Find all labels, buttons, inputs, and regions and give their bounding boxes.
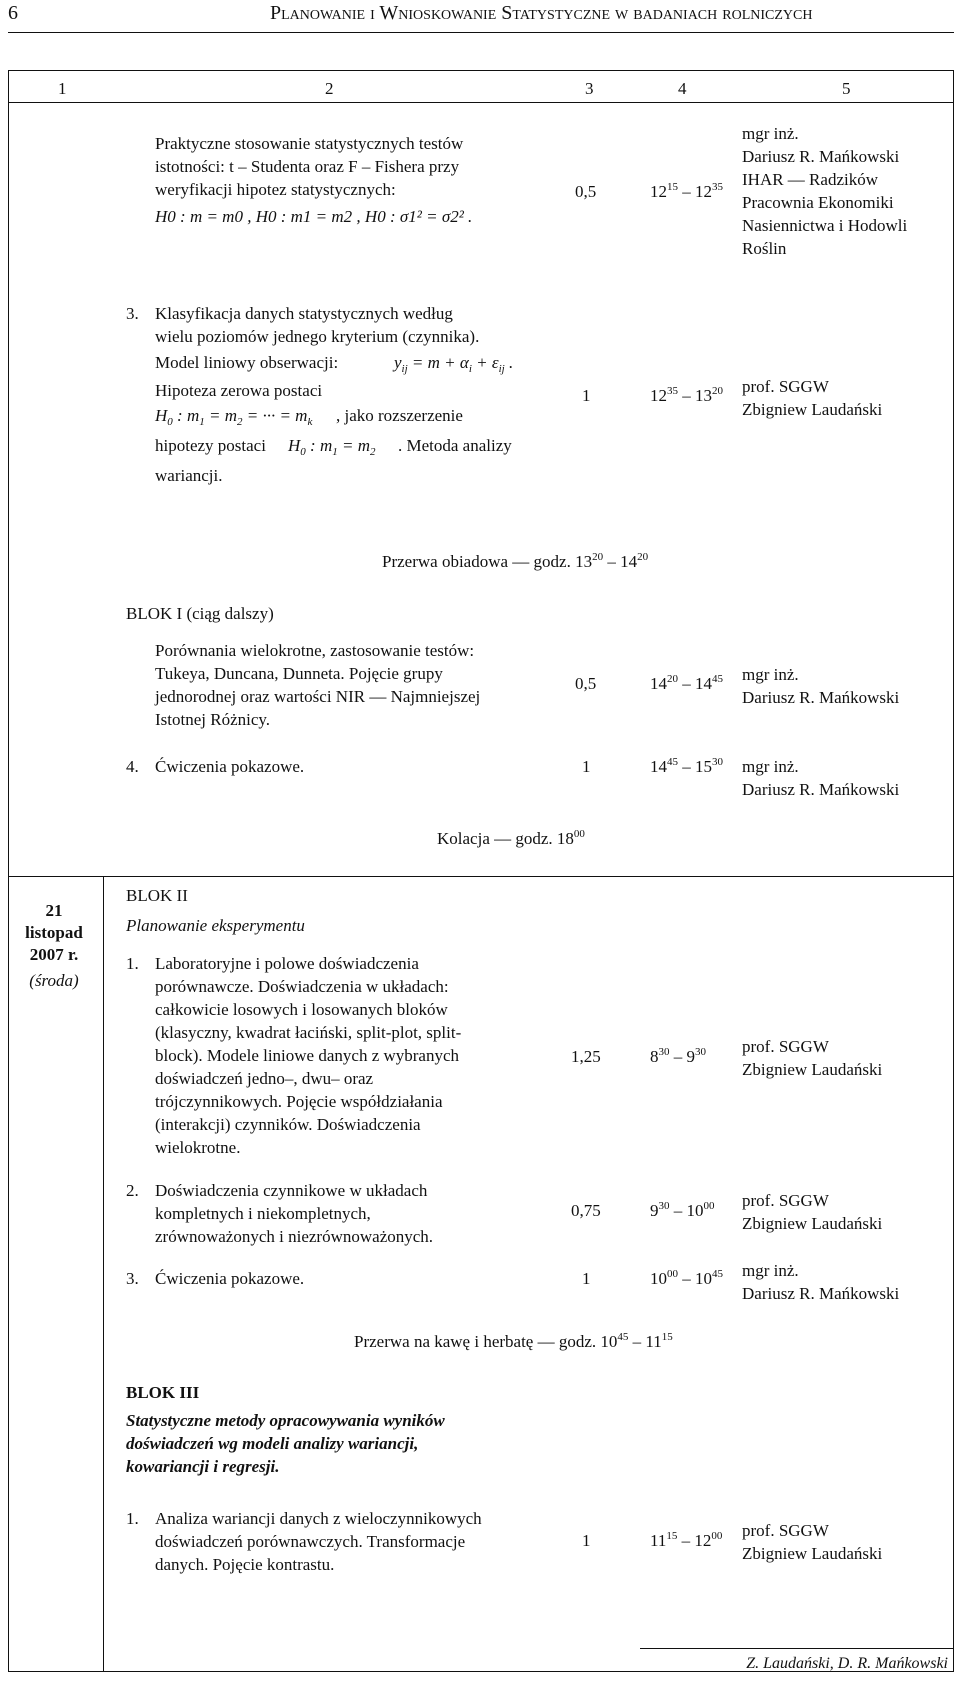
topic-line: Praktyczne stosowanie statystycznych testów bbox=[155, 134, 464, 153]
header-rule bbox=[8, 32, 954, 33]
blok-2-subtitle: Planowanie eksperymentu bbox=[126, 916, 305, 935]
time-range: $14^{45} - 15^{30}$ bbox=[650, 756, 723, 776]
hours-value: 1 bbox=[582, 1531, 591, 1550]
topic-line: kompletnych i niekompletnych, bbox=[155, 1204, 371, 1223]
hours-value: 1 bbox=[582, 757, 591, 776]
day-cell bbox=[10, 900, 98, 992]
topic-line: zrównoważonych i niezrównoważonych. bbox=[155, 1227, 434, 1246]
lecturer-line: prof. SGGW bbox=[742, 1521, 829, 1540]
hours-value: 1 bbox=[582, 386, 591, 405]
item-number: 3. bbox=[126, 304, 139, 323]
lecturer-line: prof. SGGW bbox=[742, 1191, 829, 1210]
linear-model-formula: $y_{ij} = m + \alpha_i + \varepsilon_{ij}$ . bbox=[394, 353, 514, 375]
topic-line: Porównania wielokrotne, zastosowanie testów: bbox=[155, 641, 475, 660]
topic-line: doświadczeń porównawczych. Transformacje bbox=[155, 1532, 466, 1551]
topic-line: całkowicie losowych i losowanych bloków bbox=[155, 1000, 448, 1019]
day-column-divider bbox=[103, 876, 104, 1671]
topic-line: (interakcji) czynników. Doświadczenia bbox=[155, 1115, 421, 1134]
page-title: Planowanie i Wnioskowanie Statystyczne w badaniach rolniczych bbox=[270, 2, 813, 24]
time-range: $11^{15} - 12^{00}$ bbox=[650, 1530, 723, 1550]
lecturer-line: prof. SGGW bbox=[742, 377, 829, 396]
lecturer-line: Zbigniew Laudański bbox=[742, 1214, 883, 1233]
lecturer-line: Zbigniew Laudański bbox=[742, 400, 883, 419]
time-range: $12^{35} - 13^{20}$ bbox=[650, 385, 723, 405]
blok-3-subtitle-line: kowariancji i regresji. bbox=[126, 1457, 280, 1476]
day-year: 2007 r. bbox=[29, 945, 79, 964]
column-number-5: 5 bbox=[842, 79, 851, 98]
time-range: $12^{15} - 12^{35}$ bbox=[650, 181, 723, 201]
page-number: 6 bbox=[8, 2, 18, 24]
blok-1-title: BLOK I (ciąg dalszy) bbox=[126, 604, 274, 623]
topic-line: jednorodnej oraz wartości NIR — Najmniejszej bbox=[155, 687, 481, 706]
topic-line: Laboratoryjne i polowe doświadczenia bbox=[155, 954, 419, 973]
column-number-4: 4 bbox=[678, 79, 687, 98]
topic-line: Analiza wariancji danych z wieloczynnikowych bbox=[155, 1509, 482, 1528]
lecturer-line: prof. SGGW bbox=[742, 1037, 829, 1056]
topic-line: wariancji. bbox=[155, 466, 223, 485]
column-number-rule bbox=[8, 102, 954, 103]
topic-line: Model liniowy obserwacji: bbox=[155, 353, 339, 372]
null-hypothesis-formula: $H_0$ : $m_1 = m_2$ = ··· = $m_k$ bbox=[155, 406, 313, 428]
topic-line: Ćwiczenia pokazowe. bbox=[155, 757, 305, 776]
hours-value: 0,5 bbox=[575, 182, 597, 201]
topic-line: hipotezy postaci bbox=[155, 436, 266, 455]
topic-line: porównawcze. Doświadczenia w układach: bbox=[155, 977, 449, 996]
topic-line: wielokrotne. bbox=[155, 1138, 241, 1157]
column-number-1: 1 bbox=[58, 79, 67, 98]
item-number: 3. bbox=[126, 1269, 139, 1288]
lecturer-line: Dariusz R. Mańkowski bbox=[742, 147, 900, 166]
day-month: listopad bbox=[25, 923, 83, 942]
topic-line: wielu poziomów jednego kryterium (czynnika). bbox=[155, 327, 480, 346]
simple-hypothesis-formula: $H_0$ : $m_1 = m_2$ bbox=[288, 436, 376, 458]
lecturer-line: Roślin bbox=[742, 239, 787, 258]
topic-line: weryfikacji hipotez statystycznych: bbox=[155, 180, 396, 199]
page-footer: Z. Laudański, D. R. Mańkowski bbox=[746, 1655, 948, 1672]
hours-value: 0,5 bbox=[575, 674, 597, 693]
item-number: 4. bbox=[126, 757, 139, 776]
hours-value: 1 bbox=[582, 1269, 591, 1288]
coffee-break: Przerwa na kawę i herbatę — godz. $10^{45} - 11^{15}$ bbox=[354, 1331, 673, 1351]
topic-line: trójczynnikowych. Pojęcie współdziałania bbox=[155, 1092, 443, 1111]
hours-value: 1,25 bbox=[571, 1047, 601, 1066]
day-number: 21 bbox=[45, 901, 63, 920]
item-number: 2. bbox=[126, 1181, 139, 1200]
time-range: $14^{20} - 14^{45}$ bbox=[650, 673, 723, 693]
topic-line: Ćwiczenia pokazowe. bbox=[155, 1269, 305, 1288]
day-weekday: (środa) bbox=[29, 971, 79, 990]
hypotheses-formula: H0 : m = m0 , H0 : m1 = m2 , H0 : σ1² = σ2² . bbox=[155, 207, 473, 226]
time-range: $9^{30} - 10^{00}$ bbox=[650, 1200, 715, 1220]
blok-3-subtitle-line: doświadczeń wg modeli analizy wariancji, bbox=[126, 1434, 419, 1453]
topic-line: Tukeya, Duncana, Dunneta. Pojęcie grupy bbox=[155, 664, 443, 683]
dinner-break: Kolacja — godz. $18^{00}$ bbox=[437, 828, 585, 848]
topic-line: block). Modele liniowe danych z wybranych bbox=[155, 1046, 460, 1065]
topic-line: . Metoda analizy bbox=[398, 436, 512, 455]
item-number: 1. bbox=[126, 1509, 139, 1528]
lecturer-line: Zbigniew Laudański bbox=[742, 1060, 883, 1079]
blok-3-subtitle-line: Statystyczne metody opracowywania wyników bbox=[126, 1411, 445, 1430]
topic-line: Istotnej Różnicy. bbox=[155, 710, 271, 729]
column-number-2: 2 bbox=[325, 79, 334, 98]
lecturer-line: mgr inż. bbox=[742, 757, 799, 776]
topic-line: istotności: t – Studenta oraz F – Fishera przy bbox=[155, 157, 460, 176]
lecturer-line: mgr inż. bbox=[742, 1261, 799, 1280]
time-range: $10^{00} - 10^{45}$ bbox=[650, 1268, 723, 1288]
lecturer-line: mgr inż. bbox=[742, 665, 799, 684]
column-number-3: 3 bbox=[585, 79, 594, 98]
topic-line: doświadczeń jedno–, dwu– oraz bbox=[155, 1069, 374, 1088]
topic-line: (klasyczny, kwadrat łaciński, split-plot, split- bbox=[155, 1023, 462, 1042]
topic-line: Hipoteza zerowa postaci bbox=[155, 381, 323, 400]
blok-3-title: BLOK III bbox=[126, 1383, 200, 1402]
lecturer-line: Pracownia Ekonomiki bbox=[742, 193, 894, 212]
topic-line: , jako rozszerzenie bbox=[336, 406, 463, 425]
time-range: $8^{30} - 9^{30}$ bbox=[650, 1046, 706, 1066]
day-separator-rule bbox=[8, 876, 954, 877]
topic-line: Klasyfikacja danych statystycznych według bbox=[155, 304, 453, 323]
footer-rule bbox=[640, 1648, 954, 1649]
hours-value: 0,75 bbox=[571, 1201, 601, 1220]
lunch-break: Przerwa obiadowa — godz. $13^{20} - 14^{20}$ bbox=[382, 551, 649, 571]
lecturer-line: Zbigniew Laudański bbox=[742, 1544, 883, 1563]
lecturer-line: IHAR — Radzików bbox=[742, 170, 878, 189]
lecturer-line: mgr inż. bbox=[742, 124, 799, 143]
lecturer-line: Dariusz R. Mańkowski bbox=[742, 688, 900, 707]
topic-line: danych. Pojęcie kontrastu. bbox=[155, 1555, 335, 1574]
lecturer-line: Nasiennictwa i Hodowli bbox=[742, 216, 908, 235]
item-number: 1. bbox=[126, 954, 139, 973]
lecturer-line: Dariusz R. Mańkowski bbox=[742, 1284, 900, 1303]
lecturer-line: Dariusz R. Mańkowski bbox=[742, 780, 900, 799]
topic-line: Doświadczenia czynnikowe w układach bbox=[155, 1181, 428, 1200]
blok-2-title: BLOK II bbox=[126, 886, 188, 905]
